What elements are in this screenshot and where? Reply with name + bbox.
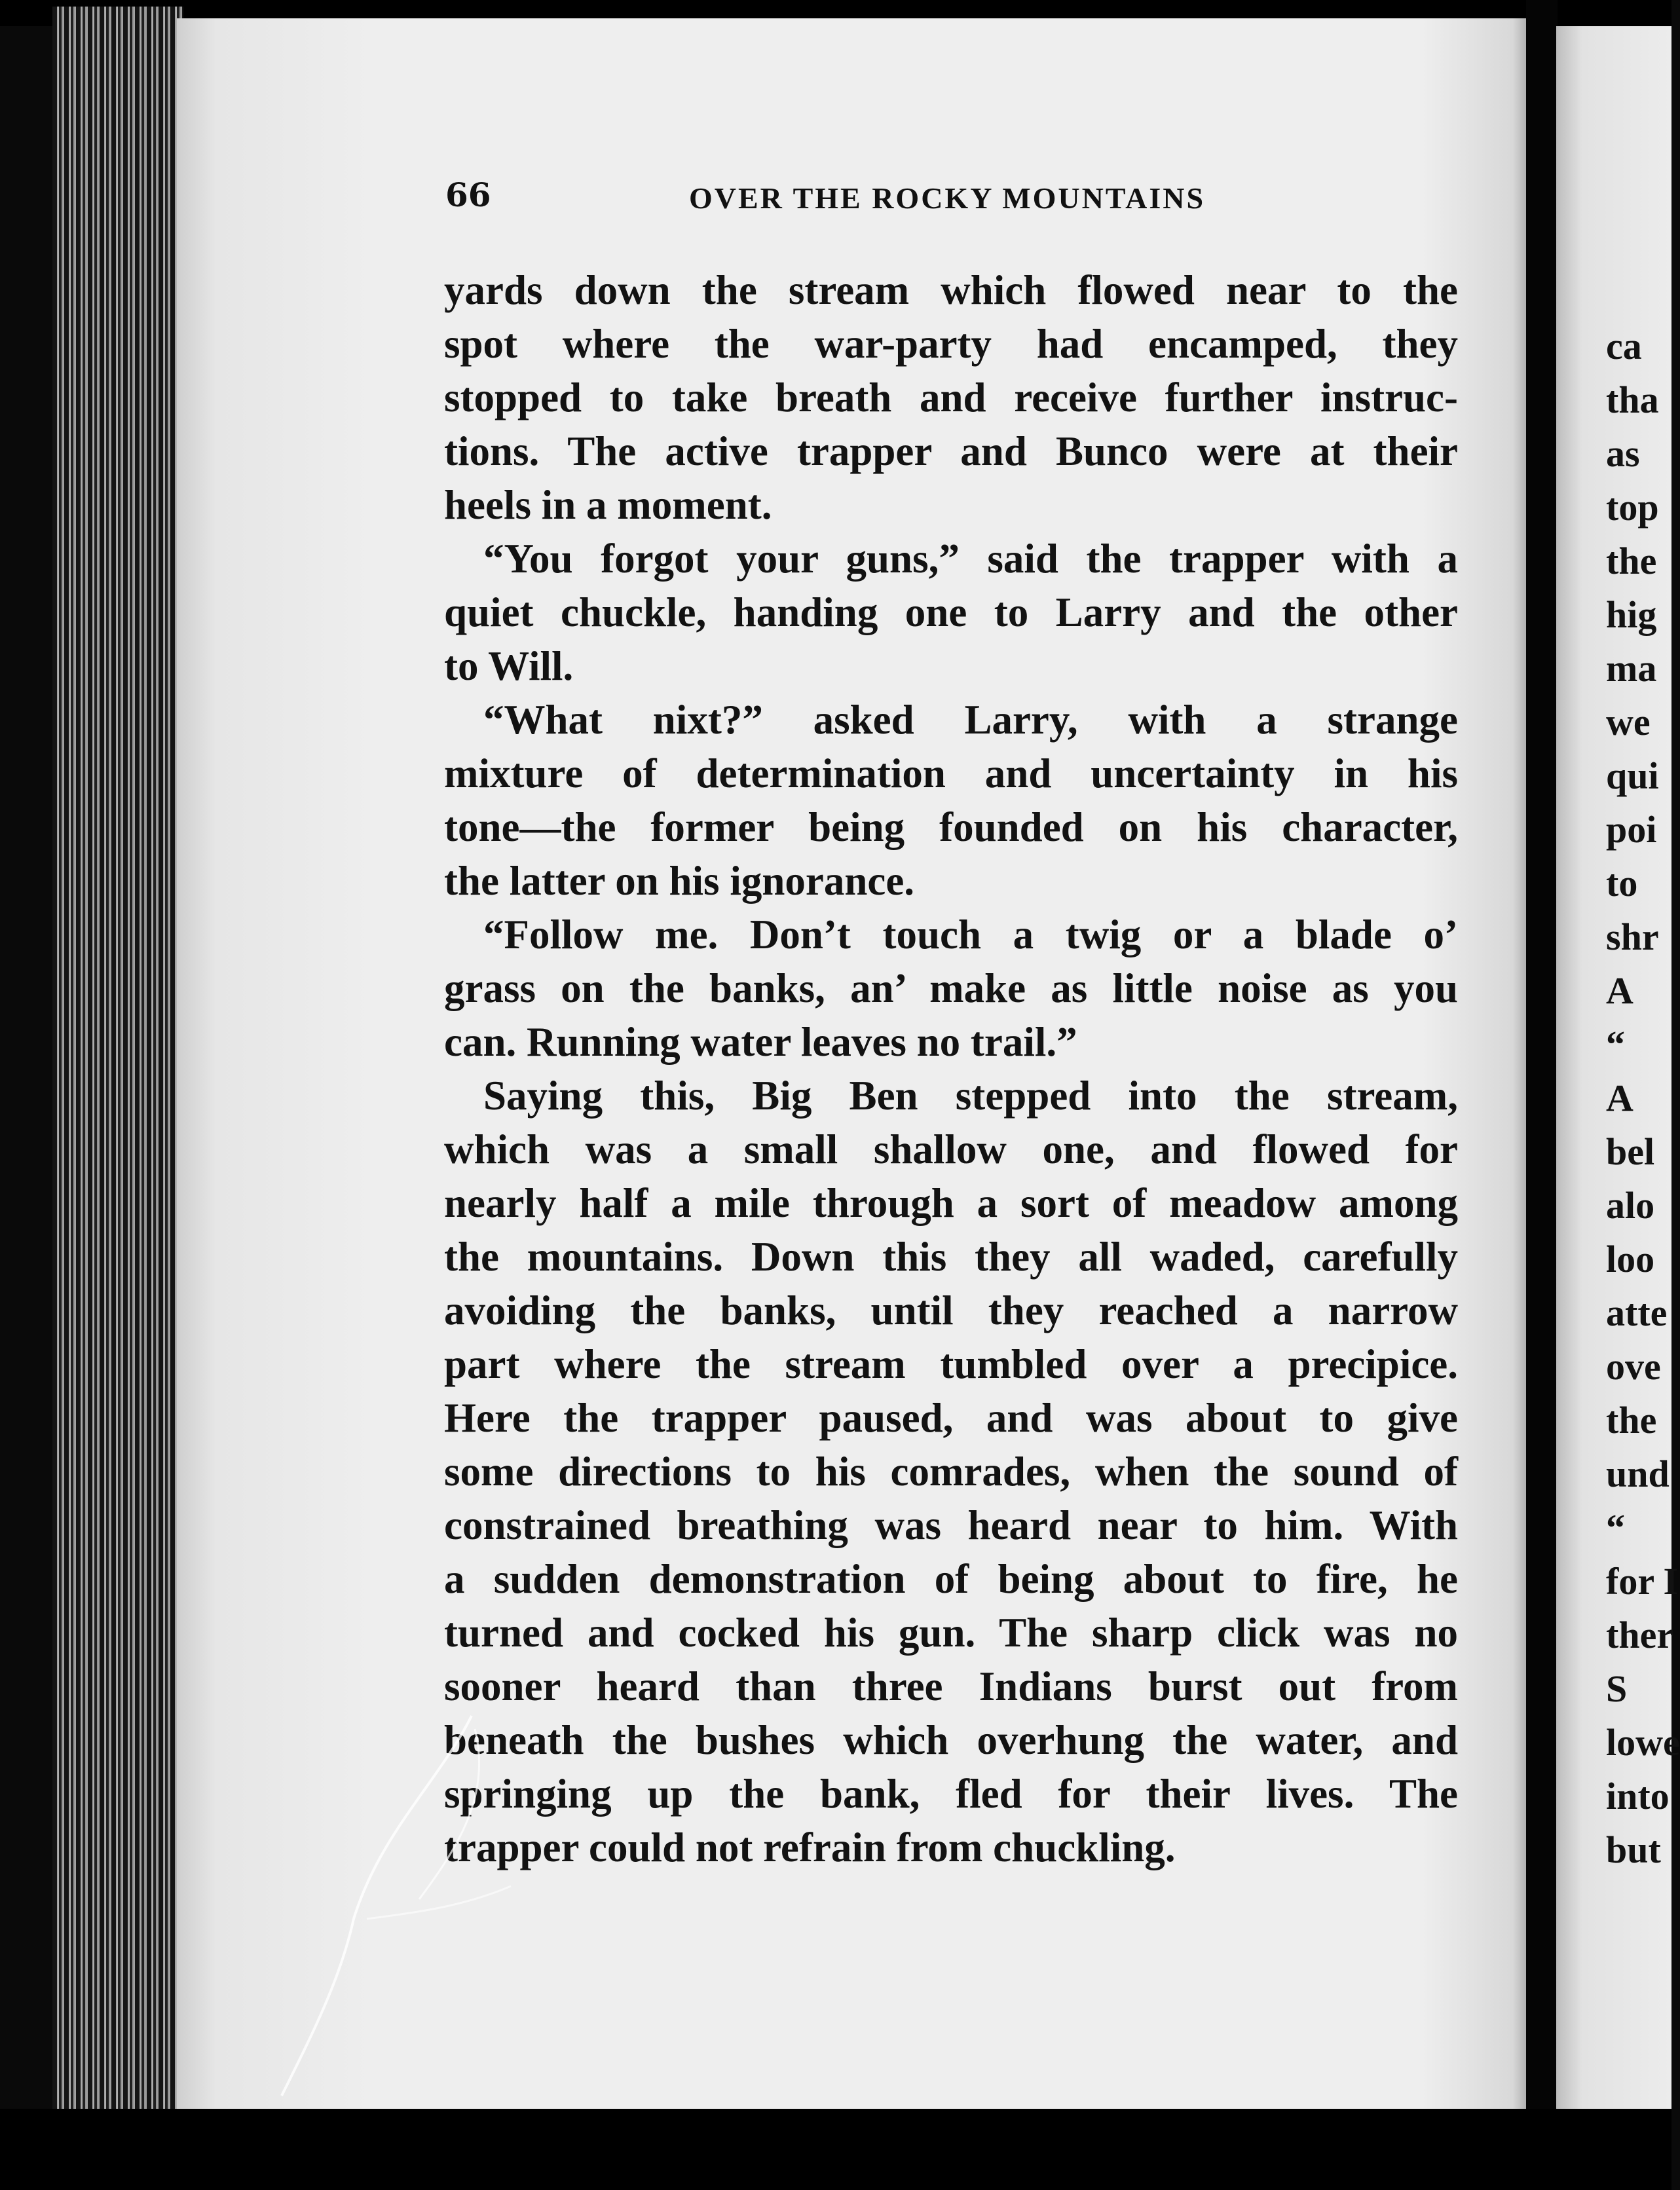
text-line: the mountains. Down this they all waded, carefully	[444, 1234, 1458, 1280]
fragment-line: “	[1606, 1023, 1625, 1066]
body-text	[444, 263, 1458, 1874]
text-line: spot where the war-party had encamped, they	[444, 321, 1458, 367]
text-line: constrained breathing was heard near to him. With	[444, 1502, 1458, 1548]
fragment-line: we	[1606, 701, 1651, 743]
book-gutter	[1526, 0, 1558, 2190]
text-line: “What nixt?” asked Larry, with a strange	[483, 697, 1458, 743]
right-page-text-fragments	[1606, 320, 1678, 1877]
running-head-title: OVER THE ROCKY MOUNTAINS	[689, 181, 1206, 215]
text-line: springing up the bank, fled for their lives. The	[444, 1771, 1458, 1817]
fragment-line: as	[1606, 432, 1640, 475]
fragment-line: “	[1606, 1506, 1625, 1549]
fragment-line: ca	[1606, 325, 1642, 367]
text-line: can. Running water leaves no trail.”	[444, 1019, 1077, 1065]
text-line: trapper could not refrain from chuckling.	[444, 1825, 1176, 1870]
fragment-line: shr	[1606, 916, 1659, 958]
text-line: Saying this, Big Ben stepped into the stream,	[483, 1073, 1458, 1119]
text-line: a sudden demonstration of being about to fire, he	[444, 1556, 1458, 1602]
fragment-line: bel	[1606, 1130, 1655, 1173]
text-line: tions. The active trapper and Bunco were at their	[444, 428, 1458, 474]
text-line: nearly half a mile through a sort of meadow among	[444, 1180, 1458, 1226]
fragment-line: S	[1606, 1667, 1628, 1710]
text-line: part where the stream tumbled over a precipice.	[444, 1341, 1458, 1387]
fragment-line: the	[1606, 540, 1657, 582]
fragment-line: hig	[1606, 593, 1657, 636]
fragment-line: poi	[1606, 808, 1657, 851]
fragment-line: atte	[1606, 1291, 1668, 1334]
paper-scratch-mark	[275, 1703, 668, 2109]
text-line: “You forgot your guns,” said the trapper with a	[483, 536, 1458, 582]
fragment-line: for I	[1606, 1560, 1679, 1603]
fragment-line: top	[1606, 486, 1659, 529]
fragment-line: but	[1606, 1828, 1661, 1871]
fragment-line: to	[1606, 862, 1638, 904]
text-line: quiet chuckle, handing one to Larry and the other	[444, 589, 1458, 635]
text-line: stopped to take breath and receive further instruc-	[444, 375, 1458, 420]
fragment-line: ma	[1606, 647, 1657, 690]
text-line: which was a small shallow one, and flowed for	[444, 1126, 1458, 1172]
text-line: Here the trapper paused, and was about to give	[444, 1395, 1458, 1441]
fragment-line: loo	[1606, 1238, 1655, 1280]
scan-bottom-border	[0, 2109, 1671, 2190]
book-page-edges	[52, 7, 183, 2109]
text-line: sooner heard than three Indians burst out from	[444, 1663, 1458, 1709]
fragment-line: ther	[1606, 1614, 1674, 1656]
text-line: some directions to his comrades, when the sound of	[444, 1449, 1458, 1494]
fragment-line: tha	[1606, 379, 1659, 421]
text-line: heels in a moment.	[444, 482, 772, 528]
fragment-line: A	[1606, 969, 1633, 1012]
text-line: beneath the bushes which overhung the water, and	[444, 1717, 1458, 1763]
text-line: “Follow me. Don’t touch a twig or a blade o’	[483, 912, 1458, 957]
text-line: tone—the former being founded on his character,	[444, 804, 1458, 850]
fragment-line: the	[1606, 1399, 1657, 1441]
fragment-line: into	[1606, 1775, 1670, 1817]
fragment-line: A	[1606, 1077, 1633, 1119]
fragment-line: lowe	[1606, 1721, 1680, 1764]
page-number: 66	[445, 176, 491, 214]
text-line: grass on the banks, an’ make as little noise as you	[444, 965, 1458, 1011]
text-line: turned and cocked his gun. The sharp click was no	[444, 1610, 1458, 1656]
fragment-line: qui	[1606, 754, 1659, 797]
text-line: yards down the stream which flowed near to the	[444, 267, 1458, 313]
text-line: to Will.	[444, 643, 574, 689]
text-line: avoiding the banks, until they reached a narrow	[444, 1288, 1458, 1333]
fragment-line: und	[1606, 1453, 1670, 1495]
fragment-line: alo	[1606, 1184, 1655, 1227]
fragment-line: ove	[1606, 1345, 1661, 1388]
text-line: the latter on his ignorance.	[444, 858, 915, 904]
text-line: mixture of determination and uncertainty in his	[444, 751, 1458, 796]
